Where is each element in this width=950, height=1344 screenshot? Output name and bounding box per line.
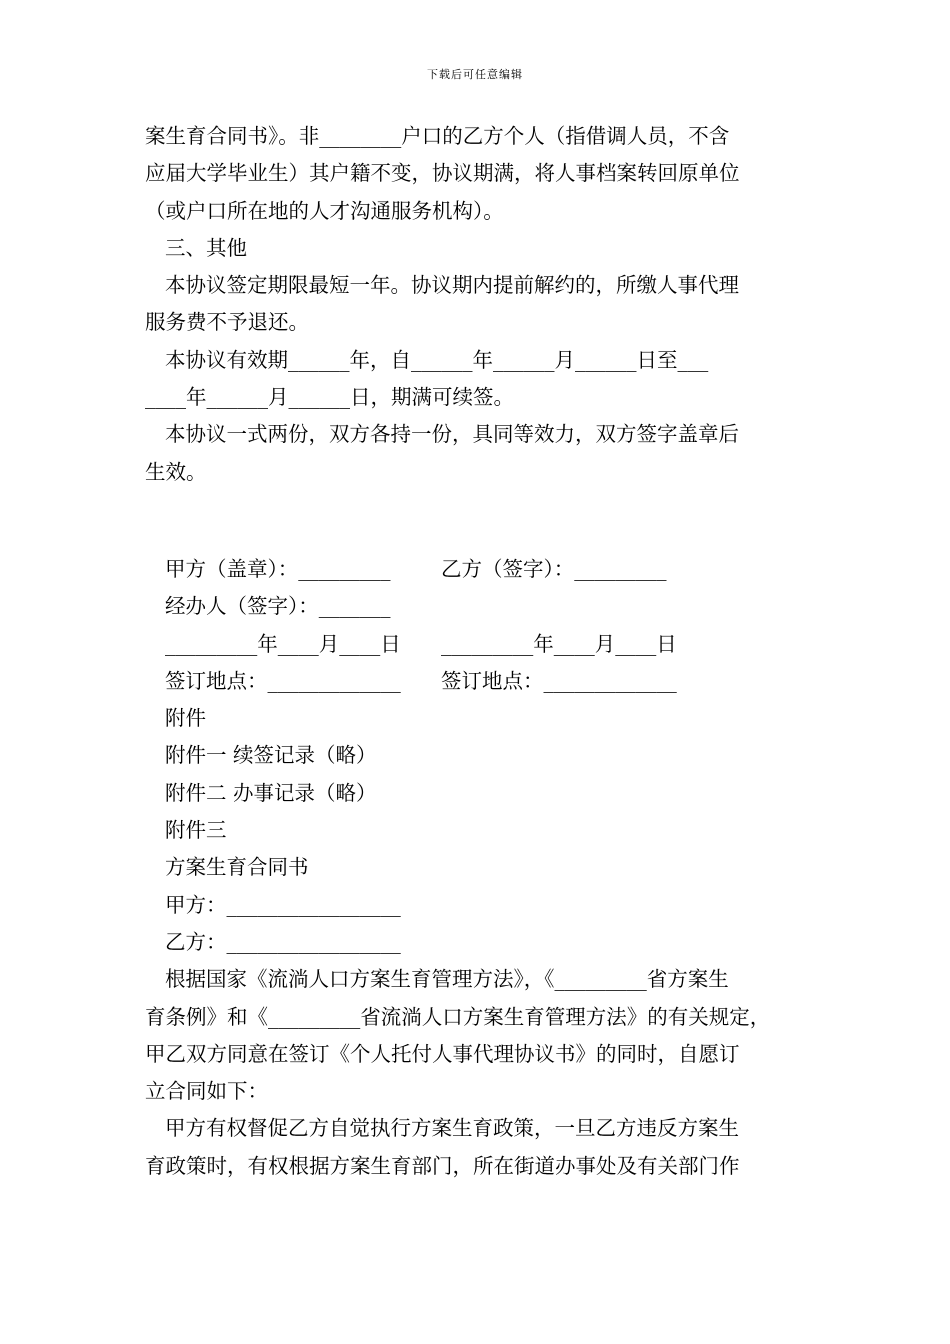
appendix-item: 附件三 bbox=[165, 818, 227, 843]
party-a-place: 签订地点：_____________ bbox=[165, 668, 401, 693]
party-a-seal: 甲方（盖章）：_________ bbox=[165, 556, 391, 581]
contract-title: 方案生育合同书 bbox=[165, 855, 309, 880]
contract-line: 育条例》和《_________省流淌人口方案生育管理方法》的有关规定， bbox=[145, 1004, 771, 1029]
contract-line: 育政策时，有权根据方案生育部门，所在街道办事处及有关部门作 bbox=[145, 1153, 740, 1178]
paragraph-line: （或户口所在地的人才沟通服务机构）。 bbox=[145, 198, 504, 223]
place-row bbox=[145, 663, 825, 700]
paragraph-line: 本协议一式两份，双方各持一份，具同等效力，双方签字盖章后 bbox=[165, 422, 739, 447]
contract-line: 甲乙双方同意在签订《个人托付人事代理协议书》的同时，自愿订 bbox=[145, 1041, 740, 1066]
paragraph-line: 应届大学毕业生）其户籍不变，协议期满，将人事档案转回原单位 bbox=[145, 161, 740, 186]
paragraph-line: 本协议有效期______年，自______年______月______日至___ bbox=[165, 347, 709, 372]
contract-line: 立合同如下： bbox=[145, 1079, 268, 1104]
party-b-date: _________年____月____日 bbox=[441, 631, 677, 656]
party-b-place: 签订地点：_____________ bbox=[441, 668, 677, 693]
paragraph-line: 生效。 bbox=[145, 459, 207, 484]
signature-row bbox=[145, 551, 825, 588]
contract-party-a: 甲方：_________________ bbox=[165, 892, 401, 917]
paragraph-line: ____年______月______日，期满可续签。 bbox=[145, 385, 514, 410]
date-row bbox=[145, 626, 825, 663]
paragraph-line: 案生育合同书》。非________户口的乙方个人（指借调人员，不含 bbox=[145, 124, 730, 148]
paragraph-line: 服务费不予退还。 bbox=[145, 310, 309, 335]
party-a-date: _________年____月____日 bbox=[165, 631, 401, 656]
section-heading: 三、其他 bbox=[165, 235, 247, 260]
appendix-item: 附件二 办事记录（略） bbox=[165, 780, 377, 805]
appendix-item: 附件一 续签记录（略） bbox=[165, 743, 377, 768]
contract-party-b: 乙方：_________________ bbox=[165, 929, 401, 954]
contract-line: 甲方有权督促乙方自觉执行方案生育政策，一旦乙方违反方案生 bbox=[165, 1116, 739, 1141]
party-b-sign: 乙方（签字）：_________ bbox=[441, 556, 667, 581]
handler-sign: 经办人（签字）：_______ bbox=[165, 594, 391, 619]
document-body bbox=[145, 118, 825, 1185]
paragraph-line: 本协议签定期限最短一年。协议期内提前解约的，所缴人事代理 bbox=[165, 273, 739, 298]
page-header: 下载后可任意编辑 bbox=[427, 68, 523, 81]
appendix-heading: 附件 bbox=[165, 706, 206, 731]
contract-line: 根据国家《流淌人口方案生育管理方法》，《_________省方案生 bbox=[165, 967, 729, 992]
